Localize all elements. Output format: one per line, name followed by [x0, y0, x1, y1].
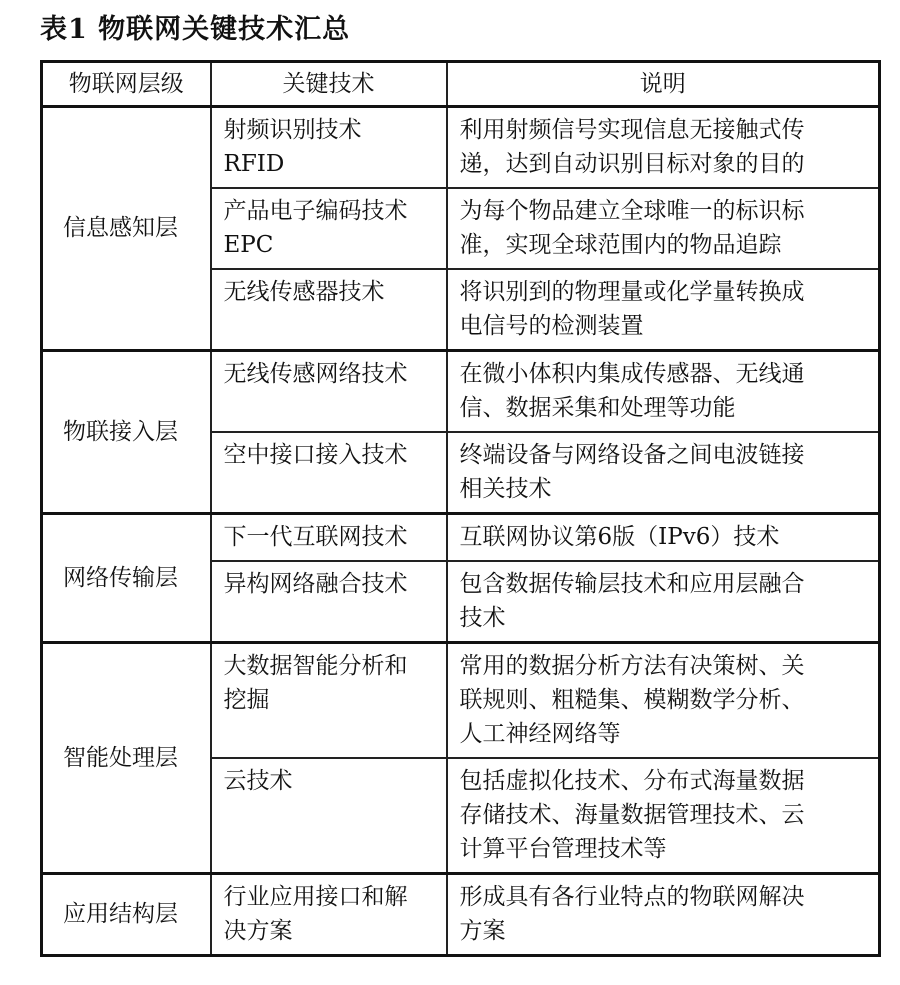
layer-cell: 智能处理层: [42, 643, 211, 874]
tech-line: 无线传感网络技术: [223, 361, 408, 387]
desc-line: 为每个物品建立全球唯一的标识标: [459, 198, 805, 224]
header-row: [42, 62, 880, 107]
tech-cell: [211, 269, 447, 351]
tech-cell: [211, 758, 447, 874]
desc-line: 技术: [459, 605, 506, 631]
desc-cell: [447, 351, 880, 433]
desc-line: 形成具有各行业特点的物联网解决: [459, 884, 805, 910]
desc-line: 递，达到自动识别目标对象的目的: [459, 151, 805, 177]
desc-line: 方案: [459, 918, 506, 944]
tech-line: 射频识别技术: [223, 117, 362, 143]
tech-line: 产品电子编码技术: [223, 198, 408, 224]
table-body: [42, 107, 880, 956]
header-layer: 物联网层级: [42, 62, 211, 107]
tech-line: 无线传感器技术: [223, 279, 385, 305]
tech-cell: [211, 643, 447, 759]
tech-line: 决方案: [223, 918, 293, 944]
tech-cell: [211, 188, 447, 269]
desc-line: 常用的数据分析方法有决策树、关: [459, 653, 805, 679]
desc-line: 终端设备与网络设备之间电波链接: [459, 442, 805, 468]
desc-cell: [447, 432, 880, 514]
table-row: [42, 874, 880, 956]
tech-cell: [211, 107, 447, 189]
desc-line: 相关技术: [459, 476, 552, 502]
tech-cell: [211, 432, 447, 514]
tech-line: 异构网络融合技术: [223, 571, 408, 597]
tech-line: 空中接口接入技术: [223, 442, 408, 468]
desc-line: 人工神经网络等: [459, 721, 621, 747]
desc-line: 联规则、粗糙集、模糊数学分析、: [459, 687, 805, 713]
table-row: [42, 107, 880, 189]
desc-line: 将识别到的物理量或化学量转换成: [459, 279, 805, 305]
layer-cell: 网络传输层: [42, 514, 211, 643]
desc-line: 在微小体积内集成传感器、无线通: [459, 361, 805, 387]
desc-line: 存储技术、海量数据管理技术、云: [459, 802, 805, 828]
table-caption: 表1 物联网关键技术汇总: [40, 14, 351, 45]
tech-cell: [211, 874, 447, 956]
tech-line: 下一代互联网技术: [223, 524, 408, 550]
desc-cell: [447, 874, 880, 956]
tech-line: 挖掘: [223, 687, 270, 713]
desc-cell: [447, 643, 880, 759]
iot-key-technology-table: [40, 60, 881, 957]
tech-line: 云技术: [223, 768, 293, 794]
tech-line: RFID: [223, 151, 285, 177]
desc-cell: [447, 269, 880, 351]
desc-cell: [447, 107, 880, 189]
tech-line: EPC: [223, 232, 274, 258]
table-row: [42, 643, 880, 759]
table-row: [42, 514, 880, 562]
desc-line: 包含数据传输层技术和应用层融合: [459, 571, 805, 597]
desc-line: 利用射频信号实现信息无接触式传: [459, 117, 805, 143]
desc-cell: [447, 514, 880, 562]
desc-cell: [447, 561, 880, 643]
layer-cell: 应用结构层: [42, 874, 211, 956]
desc-line: 信、数据采集和处理等功能: [459, 395, 736, 421]
tech-cell: [211, 351, 447, 433]
header-tech: 关键技术: [211, 62, 447, 107]
desc-line: 包括虚拟化技术、分布式海量数据: [459, 768, 805, 794]
layer-cell: 信息感知层: [42, 107, 211, 351]
tech-line: 行业应用接口和解: [223, 884, 408, 910]
desc-cell: [447, 758, 880, 874]
header-desc: 说明: [447, 62, 880, 107]
tech-cell: [211, 561, 447, 643]
desc-line: 电信号的检测装置: [459, 313, 644, 339]
table-row: [42, 351, 880, 433]
tech-line: 大数据智能分析和: [223, 653, 408, 679]
desc-cell: [447, 188, 880, 269]
desc-line: 计算平台管理技术等: [459, 836, 667, 862]
desc-line: 互联网协议第6版（IPv6）技术: [459, 524, 780, 550]
layer-cell: 物联接入层: [42, 351, 211, 514]
desc-line: 准，实现全球范围内的物品追踪: [459, 232, 782, 258]
tech-cell: [211, 514, 447, 562]
